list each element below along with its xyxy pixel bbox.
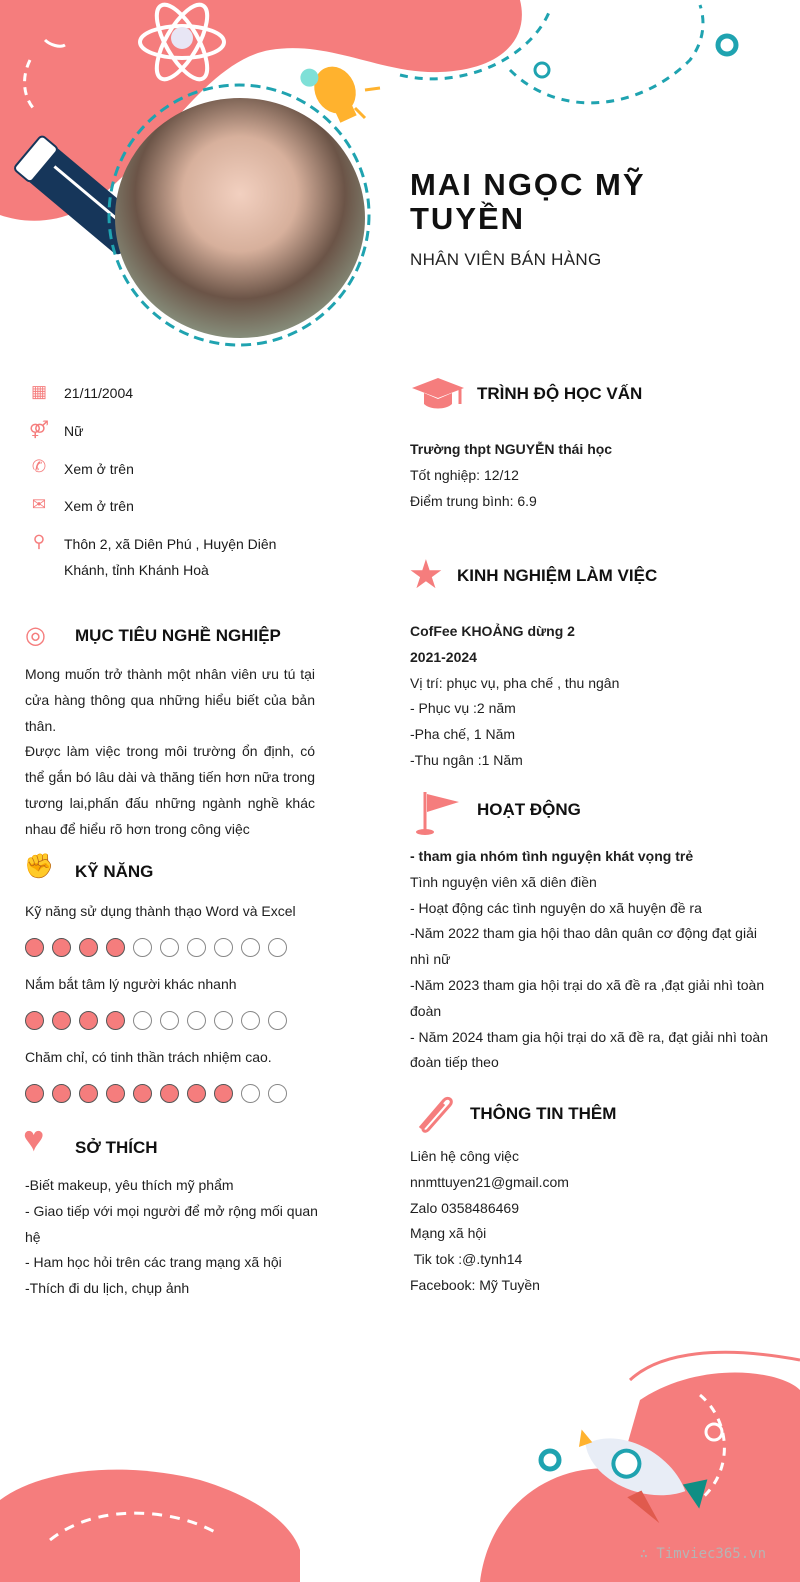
skill-dot: [106, 1011, 125, 1030]
address: Thôn 2, xã Diên Phú , Huyện Diên Khánh, tỉnh Khánh Hoà: [64, 536, 277, 578]
skill-dot: [133, 1011, 152, 1030]
skill-dot: [241, 1011, 260, 1030]
skill-dot: [52, 938, 71, 957]
activities-title: HOẠT ĐỘNG: [477, 800, 581, 819]
skill-dot: [187, 938, 206, 957]
extra-info-title: THÔNG TIN THÊM: [470, 1104, 617, 1123]
education-line: Tốt nghiệp: 12/12: [410, 466, 519, 483]
skill-dot: [160, 938, 179, 957]
paperclip-icon: [412, 1092, 456, 1136]
hobby-item: -Biết makeup, yêu thích mỹ phẩm: [25, 1177, 234, 1193]
experience-details: [410, 619, 770, 774]
activity-line: - Năm 2024 tham gia hội trại do xã đề ra, đạt giải nhì toàn đoàn tiếp theo: [410, 1028, 768, 1071]
email-icon: ✉: [31, 495, 47, 514]
skill-dot: [214, 1084, 233, 1103]
education-line: Điểm trung bình: 6.9: [410, 492, 537, 509]
contact-info: [28, 382, 328, 582]
hobby-item: -Thích đi du lịch, chụp ảnh: [25, 1280, 190, 1297]
skill-dot: [268, 938, 287, 957]
extra-facebook: Facebook: Mỹ Tuyền: [410, 1276, 540, 1293]
location-icon: ⚲: [32, 532, 46, 551]
graduation-cap-icon: [410, 376, 466, 412]
extra-line: Liên hệ công việc: [410, 1148, 519, 1164]
skill-dot: [79, 1011, 98, 1030]
skill-dot: [52, 1084, 71, 1103]
skill-label: Nắm bắt tâm lý người khác nhanh: [25, 976, 237, 992]
education-details: [410, 437, 770, 514]
extra-line: Mạng xã hội: [410, 1225, 487, 1242]
skill-dot: [106, 938, 125, 957]
calendar-icon: ▦: [30, 382, 48, 401]
extra-email: nnmttuyen21@gmail.com: [410, 1173, 569, 1190]
skill-label: Kỹ năng sử dụng thành thạo Word và Excel: [25, 903, 296, 919]
experience-line: - Phục vụ :2 năm: [410, 700, 516, 717]
skill-dot: [25, 1011, 44, 1030]
birthdate: 21/11/2004: [64, 385, 134, 401]
job-title: NHÂN VIÊN BÁN HÀNG: [410, 250, 602, 269]
gender-icon: ⚤: [29, 420, 49, 439]
experience-line: -Pha chế, 1 Năm: [410, 726, 516, 743]
skill-dot: [268, 1084, 287, 1103]
skill-dot: [241, 1084, 260, 1103]
skill-dot: [160, 1084, 179, 1103]
skill-dot: [25, 1084, 44, 1103]
skill-dot: [160, 1011, 179, 1030]
experience-line: Vị trí: phục vụ, pha chế , thu ngân: [410, 674, 620, 691]
skill-dot: [214, 938, 233, 957]
extra-info-details: [410, 1144, 770, 1299]
fist-icon: ✊: [24, 853, 54, 880]
watermark: ∴ Timviec365.vn: [639, 1546, 766, 1562]
skill-dot: [106, 1084, 125, 1103]
email: Xem ở trên: [64, 498, 134, 514]
skill-dot: [214, 1011, 233, 1030]
activities-details: [410, 844, 770, 1076]
target-icon: ◎: [25, 622, 46, 649]
activity-heading: - tham gia nhóm tình nguyện khát vọng trẻ: [410, 848, 694, 864]
star-icon: ★: [408, 553, 444, 597]
experience-title: KINH NGHIỆM LÀM VIỆC: [457, 566, 658, 585]
skill-rating: [25, 1011, 287, 1030]
candidate-name: MAI NGỌC MỸ TUYỀN: [410, 167, 646, 236]
heart-icon: ♥: [23, 1118, 45, 1159]
phone: Xem ở trên: [64, 461, 134, 477]
skill-dot: [79, 938, 98, 957]
extra-tiktok: Tik tok :@.tynh14: [410, 1251, 523, 1268]
activity-line: Tình nguyện viên xã diên điền: [410, 873, 597, 890]
skill-dot: [133, 938, 152, 957]
skill-dot: [268, 1011, 287, 1030]
gender: Nữ: [64, 423, 84, 439]
work-period: 2021-2024: [410, 648, 477, 665]
skill-dot: [187, 1084, 206, 1103]
profile-photo: [115, 98, 365, 338]
skills-title: KỸ NĂNG: [75, 862, 154, 881]
company-name: CofFee KHOẢNG dừng 2: [410, 623, 575, 639]
hobby-item: - Giao tiếp với mọi người để mở rộng mối quan hệ: [25, 1202, 318, 1245]
objective-text: [25, 662, 315, 843]
objective-line: Mong muốn trở thành một nhân viên ưu tú tại cửa hàng thông qua những hiểu biết của bản thân.: [25, 666, 315, 734]
flag-icon: [415, 788, 461, 836]
skill-rating: [25, 1084, 287, 1103]
hobby-item: - Ham học hỏi trên các trang mạng xã hội: [25, 1254, 282, 1271]
skill-dot: [187, 1011, 206, 1030]
activity-line: - Hoạt động các tình nguyện do xã huyện đề ra: [410, 899, 702, 916]
hobbies-title: SỞ THÍCH: [75, 1138, 158, 1157]
activity-line: -Năm 2023 tham gia hội trại do xã đề ra ,đạt giải nhì toàn đoàn: [410, 976, 765, 1019]
skill-rating: [25, 938, 287, 957]
education-title: TRÌNH ĐỘ HỌC VẤN: [477, 384, 643, 403]
skill-dot: [52, 1011, 71, 1030]
skill-label: Chăm chỉ, có tinh thần trách nhiệm cao.: [25, 1049, 272, 1065]
objective-title: MỤC TIÊU NGHỀ NGHIỆP: [75, 626, 281, 645]
skill-dot: [25, 938, 44, 957]
objective-line: Được làm việc trong môi trường ổn định, có thể gắn bó lâu dài và thăng tiến hơn nữa trong tương lai,phấn đấu những ngành nghề khác nhau để hiểu rõ hơn trong công việc: [25, 743, 315, 837]
hobbies-list: [25, 1173, 320, 1302]
experience-line: -Thu ngân :1 Năm: [410, 751, 523, 768]
skill-dot: [133, 1084, 152, 1103]
phone-icon: ✆: [31, 457, 47, 476]
extra-zalo: Zalo 0358486469: [410, 1199, 519, 1216]
school-name: Trường thpt NGUYỄN thái học: [410, 441, 613, 457]
skill-dot: [79, 1084, 98, 1103]
skill-dot: [241, 938, 260, 957]
activity-line: -Năm 2022 tham gia hội thao dân quân cơ động đạt giải nhì nữ: [410, 925, 757, 968]
